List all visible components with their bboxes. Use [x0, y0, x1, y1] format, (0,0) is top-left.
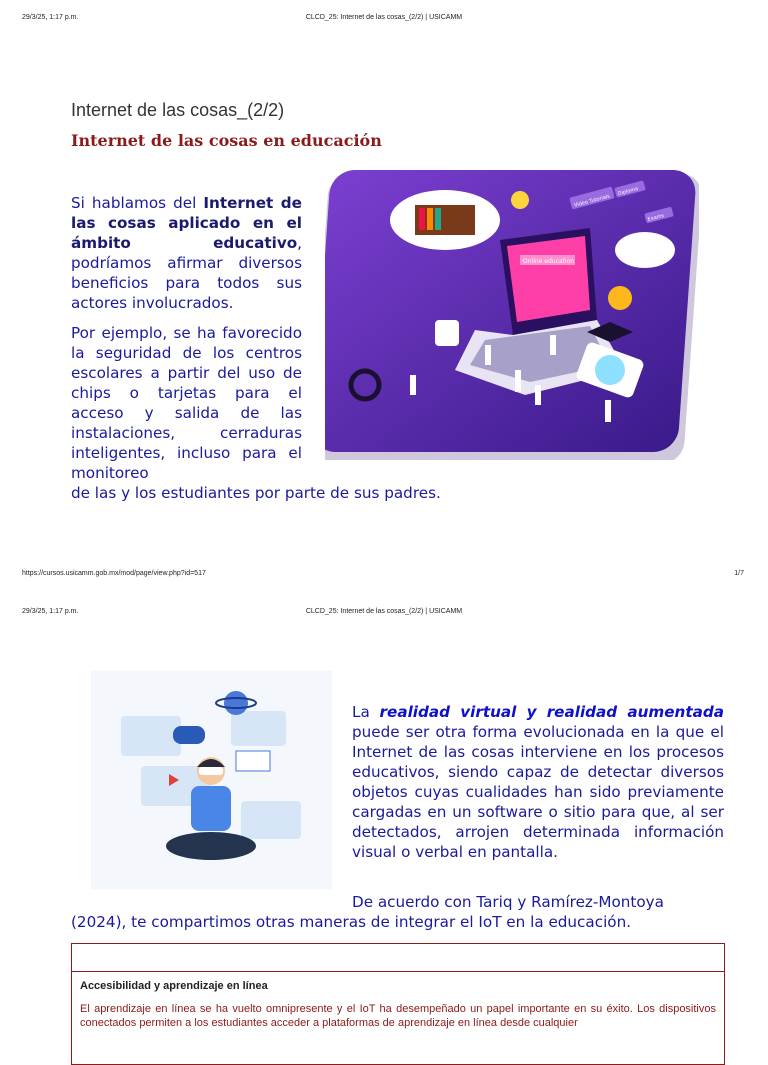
footer-page-number: 1/7	[734, 570, 744, 577]
print-doc-title: CLCD_25: Internet de las cosas_(2/2) | USICAMM	[305, 14, 463, 21]
vr-paragraph	[352, 702, 724, 862]
footer-url: https://cursos.usicamm.gob.mx/mod/page/view.php?id=517	[22, 570, 206, 577]
example-text-tail: de las y los estudiantes por parte de sus padres.	[71, 484, 441, 502]
print-header-page2	[0, 608, 768, 622]
print-footer	[0, 570, 768, 584]
coffee-cup-icon	[435, 320, 459, 346]
video-tutorials-label: Video Tutorials	[573, 193, 611, 209]
book-icon	[236, 751, 270, 771]
iot-ways-text-start: De acuerdo con Tariq y Ramírez-Montoya	[352, 893, 664, 911]
online-education-label: Online education	[523, 258, 575, 265]
print-header	[0, 14, 768, 28]
diploma-label: Diploma	[617, 186, 639, 198]
example-text: Por ejemplo, se ha favorecido la seguridad de los centros escolares a partir del uso de chips o tarjetas para el acceso y salida de las instalaciones, cerraduras inteligentes, incluso para el monitoreo	[71, 324, 302, 482]
vr-emphasis-term: realidad virtual y realidad aumentada	[379, 703, 724, 721]
box-heading: Accesibilidad y aprendizaje en línea	[80, 980, 268, 992]
planet-icon	[224, 691, 248, 715]
example-paragraph	[71, 323, 302, 483]
example-paragraph-tail	[71, 483, 711, 503]
gamepad-icon	[173, 726, 205, 744]
print-datetime: 29/3/25, 1:17 p.m.	[22, 14, 79, 21]
intro-paragraph	[71, 193, 302, 313]
page-title: Internet de las cosas_(2/2)	[71, 100, 285, 120]
accessibility-box	[71, 943, 725, 1065]
vr-text-end: puede ser otra forma evolucionada en la que el Internet de las cosas interviene en los procesos educativos, siendo capaz de detectar diversos objetos cuyas cualidades han sido previamente cargadas en un software o sitio para que, al ser detectados, arrojen determinada información visual o verbal en pantalla.	[352, 723, 724, 861]
section-subtitle: Internet de las cosas en educación	[71, 131, 382, 150]
lightbulb-icon	[511, 191, 529, 209]
cloud-icon	[615, 232, 675, 268]
iot-education-illustration	[325, 170, 699, 460]
cloud-bookshelf-icon	[390, 190, 500, 250]
print-datetime-page2: 29/3/25, 1:17 p.m.	[22, 608, 79, 615]
intro-text-end: , podríamos afirmar diversos beneficios para todos sus actores involucrados.	[71, 234, 302, 312]
box-text: El aprendizaje en línea se ha vuelto omnipresente y el IoT ha desempeñado un papel importante en su éxito. Los dispositivos conectados permiten a los estudiantes acceder a plataformas de aprendizaje en línea desde cualquier	[80, 1003, 716, 1029]
intro-text-start: Si hablamos del	[71, 194, 204, 212]
vr-headset-icon	[199, 767, 223, 775]
virtual-reality-illustration	[91, 671, 332, 889]
box-top-strip	[72, 944, 724, 972]
intro-bold-term: Internet de las cosas aplicado en el ámbito educativo	[71, 194, 302, 252]
lamp-icon	[608, 286, 632, 310]
iot-ways-paragraph	[352, 892, 724, 912]
vr-text-start: La	[352, 703, 380, 721]
print-doc-title-page2: CLCD_25: Internet de las cosas_(2/2) | USICAMM	[305, 608, 463, 615]
iot-ways-paragraph-tail	[71, 912, 731, 932]
exams-label: Exams	[647, 212, 665, 223]
iot-ways-text-end: (2024), te compartimos otras maneras de integrar el IoT en la educación.	[71, 913, 632, 931]
